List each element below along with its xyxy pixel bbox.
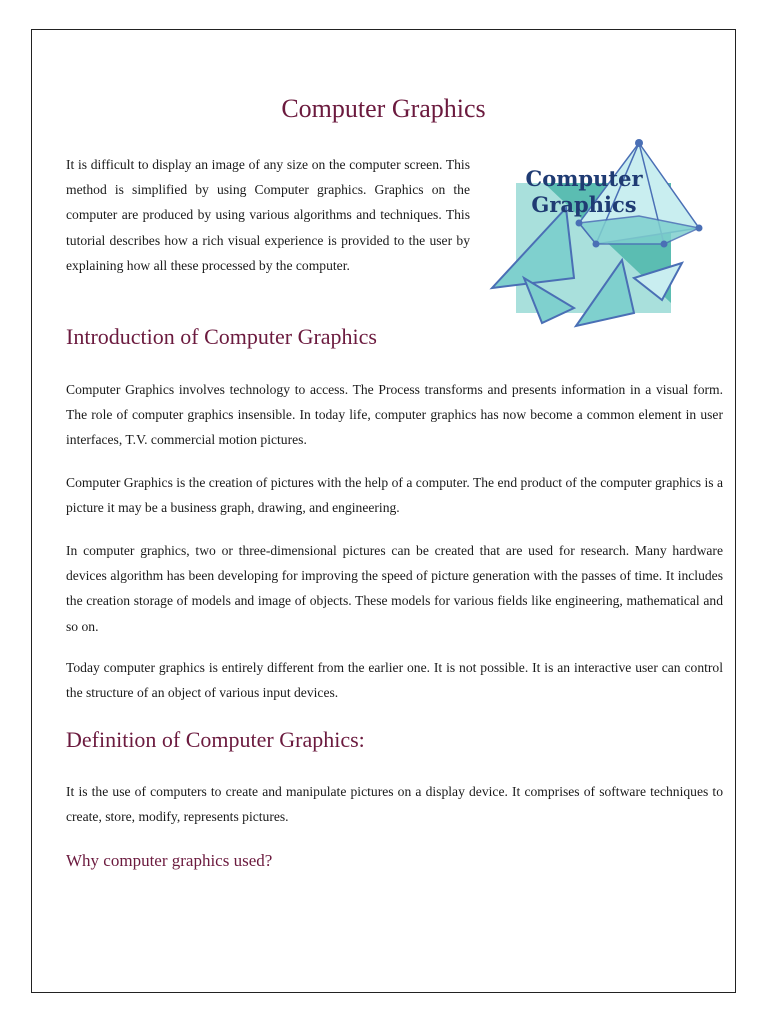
intro-section-paragraph-4: Today computer graphics is entirely different from the earlier one. It is not possible. It is an interactive user can control the structure of an object of various input devices.	[66, 660, 723, 701]
intro-section-paragraph-3: In computer graphics, two or three-dimensional pictures can be created that are used for research. Many hardware devices algorithm has been developing for improving the speed of picture generation with the passes of time. It includes the creation storage of models and image of objects. These models for various fields like engineering, mathematical and so on.	[66, 543, 723, 634]
intro-paragraph: It is difficult to display an image of any size on the computer screen. This method is simplified by using Computer graphics. Graphics on the computer are produced by using various algorithms and techniques. This tutorial describes how a rich visual experience is provided to the user by explaining how all these processed by the computer.	[66, 157, 470, 273]
definition-paragraph: It is the use of computers to create and manipulate pictures on a display device. It comprises of software techniques to create, store, modify, represents pictures.	[66, 784, 723, 825]
section-heading-introduction: Introduction of Computer Graphics	[66, 324, 377, 349]
section-heading-definition: Definition of Computer Graphics:	[66, 727, 365, 752]
document-page	[31, 29, 736, 993]
intro-section-paragraph-1: Computer Graphics involves technology to access. The Process transforms and presents information in a visual form. The role of computer graphics insensible. In today life, computer graphics has now become a common element in user interfaces, T.V. commercial motion pictures.	[66, 382, 723, 448]
section-heading-why: Why computer graphics used?	[66, 851, 273, 870]
page-title: Computer Graphics	[281, 94, 486, 123]
logo-text-line1: Computer	[525, 166, 643, 191]
intro-section-paragraph-2: Computer Graphics is the creation of pictures with the help of a computer. The end product of the computer graphics is a picture it may be a business graph, drawing, and engineering.	[66, 475, 723, 516]
computer-graphics-logo	[484, 128, 714, 328]
logo-text-line2: Graphics	[531, 192, 637, 217]
